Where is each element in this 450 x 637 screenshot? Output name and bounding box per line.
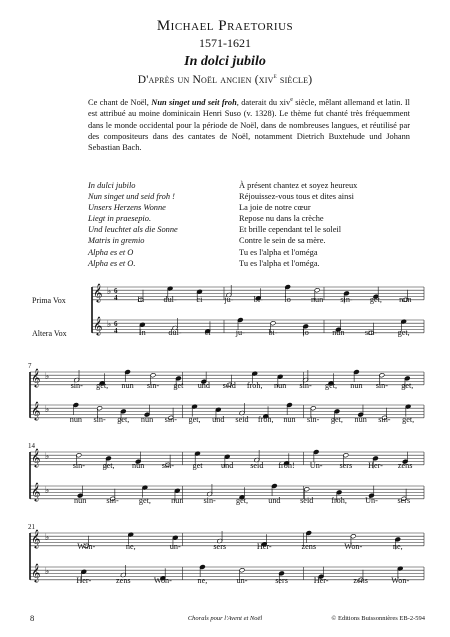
lyric-syllable: ne, [392,542,403,551]
lyric-syllable: Un- [365,496,378,505]
lyric-syllable: un- [169,542,181,551]
lyric-original-line: Und leuchtet als die Sonne [88,225,178,235]
lyric-syllable: nun [310,295,324,304]
lyric-syllable: get, [117,415,130,424]
time-signature: 6 [114,286,118,295]
treble-clef: 𝄞 [31,448,41,468]
lyric-translation-line: Réjouissez-vous tous et dites ainsi [239,192,354,202]
lyric-syllable: dul- [163,295,177,304]
lyric-original-line: Liegt in praesepio. [88,214,152,224]
lyric-syllable: zens [353,576,368,585]
lyric-syllable: In [138,328,146,337]
lyric-syllable: get, [102,461,115,470]
lyric-syllable: get, [397,328,410,337]
lyric-syllable: sin- [164,415,177,424]
intro-text: , daterait du xiv [236,97,291,107]
lyric-syllable: zens [301,542,317,551]
lyric-syllable: nun [399,295,412,304]
lyric-syllable: ne, [197,576,208,585]
lyric-syllable: froh, [246,381,263,390]
lyric-syllable: get, [369,295,382,304]
time-signature: 4 [114,293,118,302]
intro-text: Ce chant de Noël, [88,97,152,107]
lyric-translation-line: Tu es l'alpha et l'oméga [239,247,318,257]
lyric-translation-line: Et brille cependant tel le soleil [239,225,342,235]
lyric-syllable: ci [204,328,211,337]
lyric-syllable: sers [339,461,353,470]
flat-sign: ♭ [45,485,50,496]
intro-song-title: Nun singet und seit froh [151,97,237,107]
time-signature: 4 [114,326,118,335]
lyric-syllable: dul- [168,328,182,337]
lyric-syllable: nun [354,415,367,424]
lyric-syllable: nun [332,328,345,337]
lyric-original-line: Alpha es et O [88,247,134,257]
lyric-syllable: get, [138,496,151,505]
lyric-syllable: sin- [378,415,391,424]
lyric-syllable: sin- [307,415,320,424]
flat-sign: ♭ [45,532,50,543]
measure-number: 7 [28,362,32,370]
lyric-syllable: sin- [340,295,353,304]
lyric-syllable: nun [121,381,134,390]
lyric-syllable: froh! [278,461,295,470]
lyric-translation-line: Tu es l'alpha et l'oméga. [239,258,320,268]
lyric-syllable: lo [284,295,291,304]
time-signature: 6 [114,319,118,328]
lyric-syllable: Un- [309,461,323,470]
composer-name: Michael Praetorius [156,18,294,34]
lyric-syllable: Won- [344,542,363,551]
lyric-syllable: get [192,461,203,470]
lyric-syllable: nun [74,496,87,505]
lyric-syllable: nun [69,415,83,424]
lyric-syllable: und [221,461,234,470]
lyric-syllable: froh, [257,415,274,424]
voice-label-altera: Altera Vox [32,329,67,338]
lyric-syllable: lo [302,328,309,337]
publisher-credit: © Editions Buissonnières EB-2-594 [331,615,425,622]
lyric-syllable: un- [236,576,248,585]
lyric-syllable: get, [188,415,201,424]
lyric-syllable: get, [330,415,343,424]
lyric-syllable: froh, [331,496,347,505]
lyric-syllable: zens [116,576,131,585]
lyric-syllable: und [268,496,281,505]
lyric-syllable: ju- [224,295,234,304]
lyric-syllable: Won- [77,542,96,551]
lyric-syllable: und [197,381,210,390]
treble-clef: 𝄞 [31,401,41,421]
lyric-syllable: get [173,381,184,390]
lyric-translation-line: À présent chantez et soyez heureux [239,181,358,190]
lyric-syllable: bi- [253,295,263,304]
lyric-syllable: get, [96,381,109,390]
treble-clef: 𝄞 [31,563,41,583]
lyric-syllable: seid [222,381,236,390]
lyric-syllable: nun [274,381,287,390]
lyric-syllable: sers [397,496,411,505]
treble-clef: 𝄞 [93,283,103,303]
lyric-syllable: seid [250,461,264,470]
lyric-original-line: In dulci jubilo [88,181,136,190]
lyric-syllable: seid [300,496,314,505]
lyric-syllable: bi- [268,328,278,337]
lyric-syllable: sin- [375,381,388,390]
lyric-syllable: nun [350,381,363,390]
treble-clef: 𝄞 [93,316,103,336]
lyric-syllable: sin- [299,381,312,390]
lyric-syllable: get, [401,381,414,390]
lyric-syllable: und [212,415,225,424]
flat-sign: ♭ [45,371,50,382]
lyric-syllable: Won- [153,576,172,585]
lyric-syllable: sin- [364,328,378,337]
lyric-syllable: Her- [76,576,92,585]
subtitle-superscript: e [273,72,277,80]
lyric-syllable: get, [235,496,249,505]
subtitle-text: D'après un Noël ancien (xiv [137,73,274,86]
lyric-syllable: nun [283,415,296,424]
measure-number: 21 [28,523,35,531]
lyric-syllable: get, [402,415,415,424]
lyric-syllable: sers [213,542,227,551]
treble-clef: 𝄞 [31,482,41,502]
flat-sign: ♭ [107,319,112,330]
lyric-syllable: sers [275,576,288,585]
flat-sign: ♭ [45,404,50,415]
intro-text: siècle, mêlant allemand et latin. Il est attribué au moine dominicain Henri Suso (v. 1328). Le thème fut chanté très fréquemment dans le monde occidental pour la période de Noël, dans de nombreuses langues, et réutilisé par des compositeurs dans des cantates de Noël, notamment Dietrich Buxtehude und Johann Sebastian Bach. [88,97,411,153]
lyric-original-line: Nun singet und seid froh ! [88,192,175,202]
lyric-syllable: Her- [313,576,329,585]
flat-sign: ♭ [45,566,50,577]
lyric-syllable: sin- [146,381,160,390]
book-title: Chorals pour l'Avent et Noël [187,615,263,622]
treble-clef: 𝄞 [31,368,41,388]
lyric-syllable: sin- [203,496,216,505]
lyric-syllable: get, [324,381,338,390]
lyric-original-line: Matris in gremio [88,236,145,246]
lyric-translation-line: Repose nu dans la crèche [239,214,324,224]
lyric-syllable: zens [397,461,413,470]
voice-label-prima: Prima Vox [32,296,66,305]
page-number: 8 [30,613,35,623]
lyric-original-line: Alpha es et O. [88,258,136,268]
lyric-syllable: In [137,295,145,304]
lyric-syllable: Her- [256,542,272,551]
lyric-syllable: sin- [93,415,106,424]
lyric-syllable: ci [196,295,203,304]
lyric-original-line: Unsers Herzens Wonne [88,203,166,213]
intro-superscript: e [290,97,293,103]
lyric-translation-line: Contre le sein de sa mère. [239,236,326,246]
lyric-syllable: sin- [161,461,174,470]
flat-sign: ♭ [107,286,112,297]
treble-clef: 𝄞 [31,529,41,549]
measure-number: 14 [28,442,35,450]
lyric-syllable: nun [171,496,184,505]
lyric-syllable: ju- [235,328,245,337]
flat-sign: ♭ [45,451,50,462]
composer-dates: 1571-1621 [199,36,251,50]
lyric-syllable: nun [140,415,154,424]
lyric-syllable: sin- [72,461,85,470]
lyric-syllable: sin- [106,496,119,505]
subtitle-text-end: siècle) [276,73,313,86]
lyric-syllable: ne, [125,542,136,551]
lyric-translation-line: La joie de notre cœur [239,203,311,213]
lyric-syllable: Her- [368,461,383,470]
lyric-syllable: seid [235,415,249,424]
lyric-syllable: sin- [70,381,83,390]
lyric-syllable: nun [132,461,145,470]
piece-title: In dolci jubilo [184,54,266,69]
lyric-syllable: Won- [391,576,410,585]
